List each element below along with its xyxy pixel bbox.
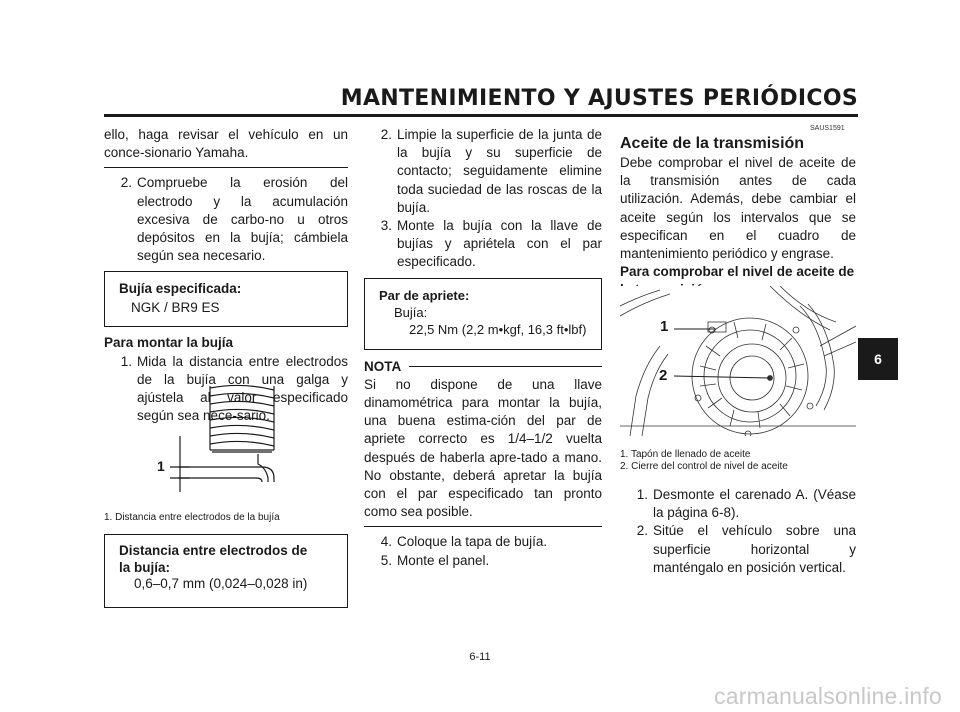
- list-item: [620, 486, 856, 522]
- section-title: Aceite de la transmisión: [620, 135, 805, 152]
- section-code: SAUS1591: [810, 125, 845, 132]
- note-rule: [409, 366, 602, 367]
- step-number: 2.: [636, 523, 648, 539]
- page-title: MANTENIMIENTO Y AJUSTES PERIÓDICOS: [340, 86, 858, 111]
- section-intro: Debe comprobar el nivel de aceite de la transmisión antes de cada utilización. Además, debe cambiar el aceite según los intervalos que se especifican en el cuadro de mantenimiento periódico y engrase.: [620, 155, 856, 262]
- divider: [364, 526, 602, 527]
- spec-label: Bujía especificada:: [119, 281, 242, 297]
- photo-callout-2: 2: [659, 367, 668, 384]
- list-item: [104, 174, 348, 265]
- torque-label: Par de apriete:: [379, 287, 470, 303]
- note-header: [364, 358, 602, 376]
- list-item: [364, 126, 602, 217]
- right-column: [620, 134, 856, 300]
- step-text: Monte el panel.: [397, 552, 490, 568]
- gap-spec-box: [104, 534, 348, 608]
- gap-value: 0,6–0,7 mm (0,024–0,028 in): [134, 576, 308, 591]
- note-text: Si no dispone de una llave dinamométrica para montar la bujía, una buena estima-ción del par de apriete correcto es 1/4–1/2 vuelta después de haberla apre-tado a mano. No obstante, deberá apretar la bujía con el par especificado tan pronto como sea posible.: [364, 376, 602, 520]
- step-number: 1.: [120, 353, 132, 369]
- watermark: carmanualsonline.info: [714, 683, 942, 709]
- list-item: [364, 552, 602, 570]
- list-item: [620, 522, 856, 577]
- header-rule: [104, 114, 858, 117]
- middle-column: [364, 126, 602, 570]
- torque-box: [364, 278, 602, 350]
- gap-label: Distancia entre electrodos de la bujía:: [119, 543, 308, 575]
- page-number: 6-11: [469, 651, 491, 663]
- spec-box: [104, 271, 348, 327]
- step-number: 5.: [380, 552, 392, 568]
- figure-caption: 1. Distancia entre electrodos de la bujía: [104, 512, 280, 523]
- spec-value: NGK / BR9 ES: [131, 299, 220, 315]
- intro-paragraph: ello, haga revisar el vehículo en un conce-sionario Yamaha.: [104, 127, 348, 161]
- figure-callout: 1: [157, 458, 165, 474]
- torque-item: Bujía:: [394, 304, 428, 320]
- install-heading: Para montar la bujía: [104, 335, 234, 351]
- list-item: [364, 533, 602, 551]
- note-label: NOTA: [364, 358, 402, 374]
- photo-caption-2: 2. Cierre del control de nivel de aceite: [620, 461, 788, 472]
- photo-caption-1: 1. Tapón de llenado de aceite: [620, 449, 751, 460]
- step-number: 2.: [380, 127, 392, 142]
- step-text: Monte la bujía con la llave de bujías y apriétela con el par especificado.: [397, 218, 602, 270]
- step-text: Sitúe el vehículo sobre una superficie horizontal y manténgalo en posición vertical.: [653, 523, 856, 575]
- right-steps: [620, 486, 856, 577]
- divider: [104, 167, 348, 168]
- step-text: Compruebe la erosión del electrodo y la acumulación excesiva de carbo-no u otros depósitos en la bujía; cámbiela según sea necesario.: [137, 175, 348, 264]
- step-number: 3.: [380, 218, 392, 234]
- step-text: Mida la distancia entre electrodos de la bujía con una galga y ajústela al valor especificado según sea nece-sario.: [137, 353, 348, 424]
- section-subheading: Para comprobar el nivel de aceite de: [620, 264, 855, 280]
- step-number: 1.: [636, 487, 648, 502]
- step-text: Limpie la superficie de la junta de la bujía y su superficie de contacto; seguidamente elimine toda suciedad de las roscas de la bujía.: [397, 127, 602, 215]
- step-number: 4.: [380, 534, 392, 550]
- engine-photo: [620, 286, 856, 436]
- step-number: 2.: [120, 175, 132, 191]
- torque-value: 22,5 Nm (2,2 m•kgf, 16,3 ft•lbf): [409, 321, 587, 337]
- chapter-tab[interactable]: 6: [858, 338, 898, 380]
- list-item: [364, 217, 602, 272]
- step-text: Coloque la tapa de bujía.: [397, 534, 548, 550]
- step-text: Desmonte el carenado A. (Véase la página 6-8).: [653, 487, 856, 521]
- photo-callout-1: 1: [660, 318, 669, 335]
- spark-plug-gap-illustration: [150, 380, 285, 498]
